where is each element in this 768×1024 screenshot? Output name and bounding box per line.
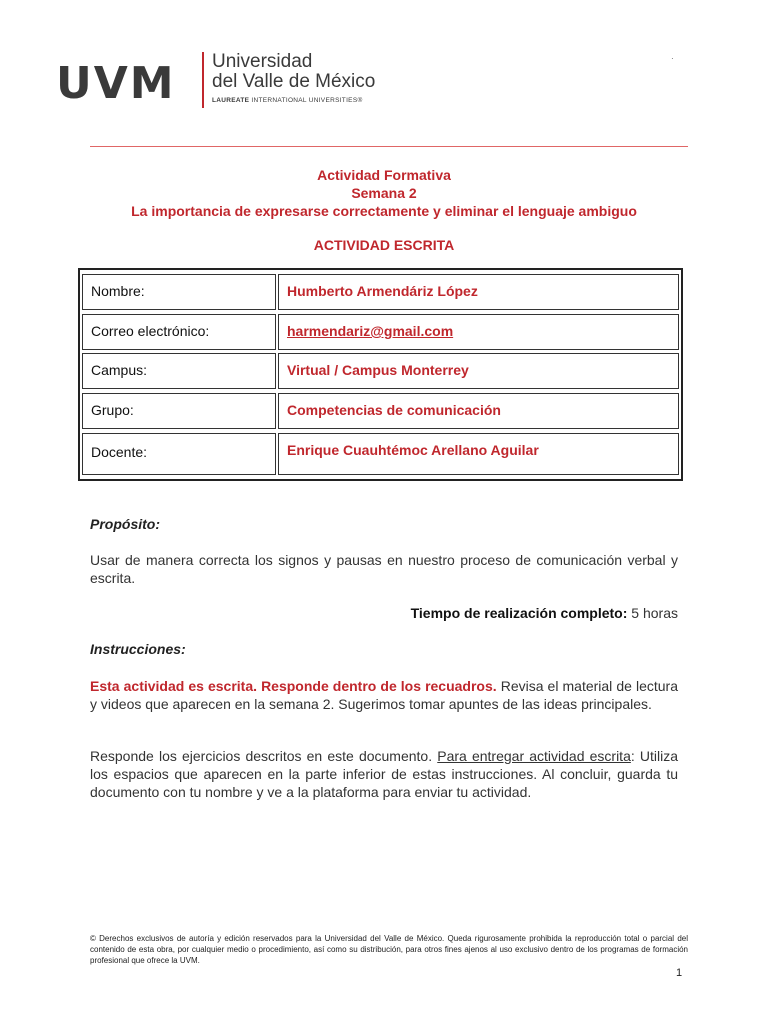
header-divider <box>90 146 688 147</box>
instrucciones-paragraph-1 <box>90 677 678 713</box>
label-nombre: Nombre: <box>82 274 276 310</box>
logo-mark: UVM <box>56 58 176 109</box>
copyright-footer: © Derechos exclusivos de autoría y edición reservados para la Universidad del Valle de México. Queda rigurosamente prohibida la reproducción total o parcial del contenido de esta obra, por cualquier medio o procedimiento, así como su distribución, para otros fines ajenos al uso exclusivo dentro de los programas de formación profesional que ofrece la UVM. <box>90 934 688 965</box>
title-line3: La importancia de expresarse correctamente y eliminar el lenguaje ambiguo <box>131 203 637 219</box>
instrucciones-paragraph-2 <box>90 747 678 801</box>
label-docente: Docente: <box>82 433 276 475</box>
value-nombre: Humberto Armendáriz López <box>278 274 679 310</box>
activity-type: ACTIVIDAD ESCRITA <box>313 237 455 253</box>
table-row <box>82 353 679 389</box>
instruction-p2-rest: : Utiliza los espacios que aparecen en la parte inferior de estas instrucciones. Al concluir, guarda tu documento con tu nombre y ve a la plataforma para enviar tu actividad. <box>90 748 679 800</box>
logo-tagline-brand: LAUREATE <box>212 97 250 104</box>
logo-divider <box>202 52 204 108</box>
instruction-p2-start: Responde los ejercicios descritos en este documento. <box>90 748 438 764</box>
label-correo: Correo electrónico: <box>82 314 276 350</box>
tiempo-value: 5 horas <box>631 605 678 621</box>
proposito-heading: Propósito: <box>90 516 160 532</box>
proposito-text: Usar de manera correcta los signos y pausas en nuestro proceso de comunicación verbal y escrita. <box>90 552 678 586</box>
instruction-p2-underlined: Para entregar actividad escrita <box>437 748 631 764</box>
uvm-logo <box>56 52 396 112</box>
instruction-highlight: Esta actividad es escrita. Responde dentro de los recuadros. <box>90 678 497 694</box>
document-title-block <box>0 166 768 220</box>
table-row <box>82 393 679 429</box>
instruction-p1-rest: Revisa el material de lectura y videos que aparecen en la semana 2. Sugerimos tomar apuntes de las ideas principales. <box>90 678 678 712</box>
label-campus: Campus: <box>82 353 276 389</box>
table-row <box>82 274 679 310</box>
page-number: 1 <box>676 967 683 979</box>
value-campus: Virtual / Campus Monterrey <box>278 353 679 389</box>
logo-name-line2: del Valle de México <box>212 71 376 92</box>
value-correo-cell <box>278 314 679 350</box>
tiempo-label: Tiempo de realización completo: <box>410 605 628 621</box>
table-row <box>82 314 679 350</box>
logo-tagline <box>212 97 363 104</box>
logo-name-line1: Universidad <box>212 51 313 72</box>
student-info-table <box>78 268 683 481</box>
title-line1: Actividad Formativa <box>317 167 451 183</box>
value-grupo: Competencias de comunicación <box>278 393 679 429</box>
instrucciones-heading: Instrucciones: <box>90 641 186 657</box>
label-grupo: Grupo: <box>82 393 276 429</box>
corner-mark: · <box>671 54 674 63</box>
value-docente: Enrique Cuauhtémoc Arellano Aguilar <box>278 433 679 475</box>
tiempo-line <box>90 605 678 621</box>
logo-tagline-rest: INTERNATIONAL UNIVERSITIES® <box>251 97 363 104</box>
table-row <box>82 433 679 475</box>
title-line2: Semana 2 <box>351 185 417 201</box>
email-link[interactable]: harmendariz@gmail.com <box>287 323 454 339</box>
